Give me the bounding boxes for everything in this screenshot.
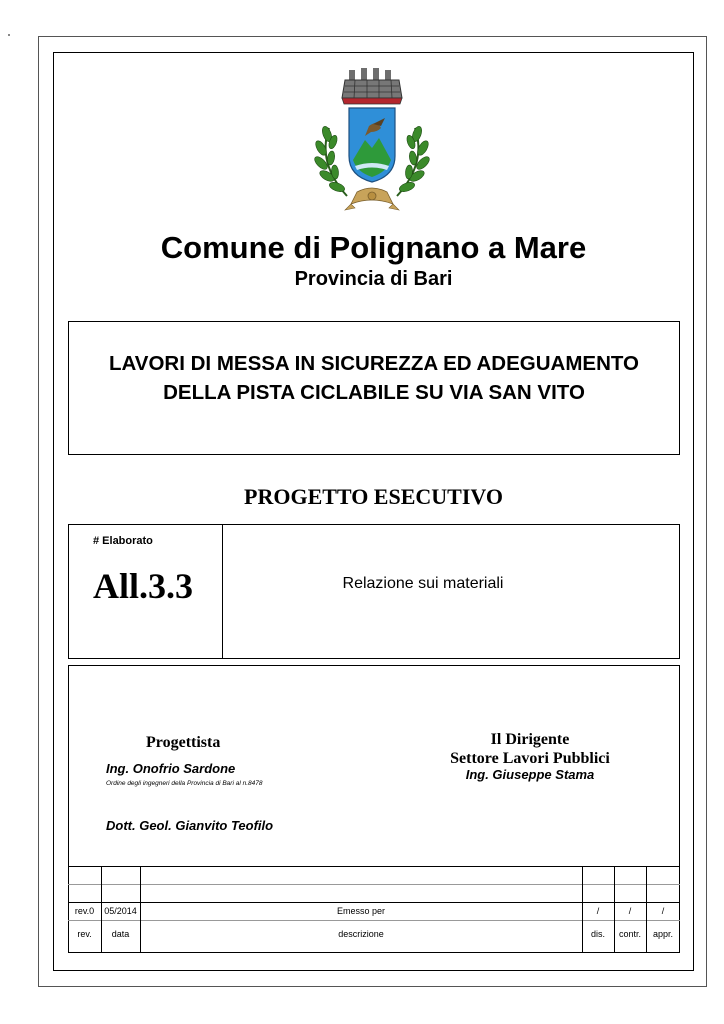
designer-role: Progettista [146, 734, 221, 751]
shield-icon [349, 108, 395, 182]
table-rule [68, 884, 680, 885]
crown-icon [342, 68, 402, 104]
project-title-line-2: DELLA PISTA CICLABILE SU VIA SAN VITO [163, 381, 585, 404]
director-role-line-2: Settore Lavori Pubblici [450, 750, 610, 767]
revision-checked: / [628, 906, 632, 916]
municipality-title: Comune di Polignano a Mare [160, 230, 587, 265]
document-description: Relazione sui materiali [342, 575, 504, 592]
director-name: Ing. Giuseppe Stama [465, 767, 595, 782]
table-rule [68, 920, 680, 921]
coat-of-arms-emblem [307, 68, 437, 218]
table-rule [68, 902, 680, 903]
revision-drawn: / [596, 906, 600, 916]
document-code: All.3.3 [93, 566, 194, 606]
geologist-name: Dott. Geol. Gianvito Teofilo [106, 818, 274, 833]
revision-number: rev.0 [74, 906, 95, 916]
header-approved: appr. [652, 929, 674, 939]
header-checked: contr. [618, 929, 641, 939]
designer-registration: Ordine degli ingegneri della Provincia di Bari al n.8478 [106, 780, 263, 787]
header-rev: rev. [77, 929, 92, 939]
province-subtitle: Provincia di Bari [294, 268, 453, 290]
revision-date: 05/2014 [104, 906, 137, 916]
revision-description: Emesso per [336, 906, 386, 916]
revision-approved: / [661, 906, 665, 916]
table-rule [68, 866, 680, 867]
designer-name: Ing. Onofrio Sardone [106, 761, 236, 776]
header-date: data [111, 929, 130, 939]
header-drawn: dis. [590, 929, 605, 939]
director-role-line-1: Il Dirigente [490, 731, 570, 748]
document-label: # Elaborato [93, 535, 153, 547]
project-title-line-1: LAVORI DI MESSA IN SICUREZZA ED ADEGUAMENTO [109, 352, 639, 375]
ribbon-icon [345, 188, 399, 210]
corner-mark [8, 34, 10, 36]
header-description: descrizione [338, 929, 384, 939]
project-phase: PROGETTO ESECUTIVO [244, 484, 503, 509]
